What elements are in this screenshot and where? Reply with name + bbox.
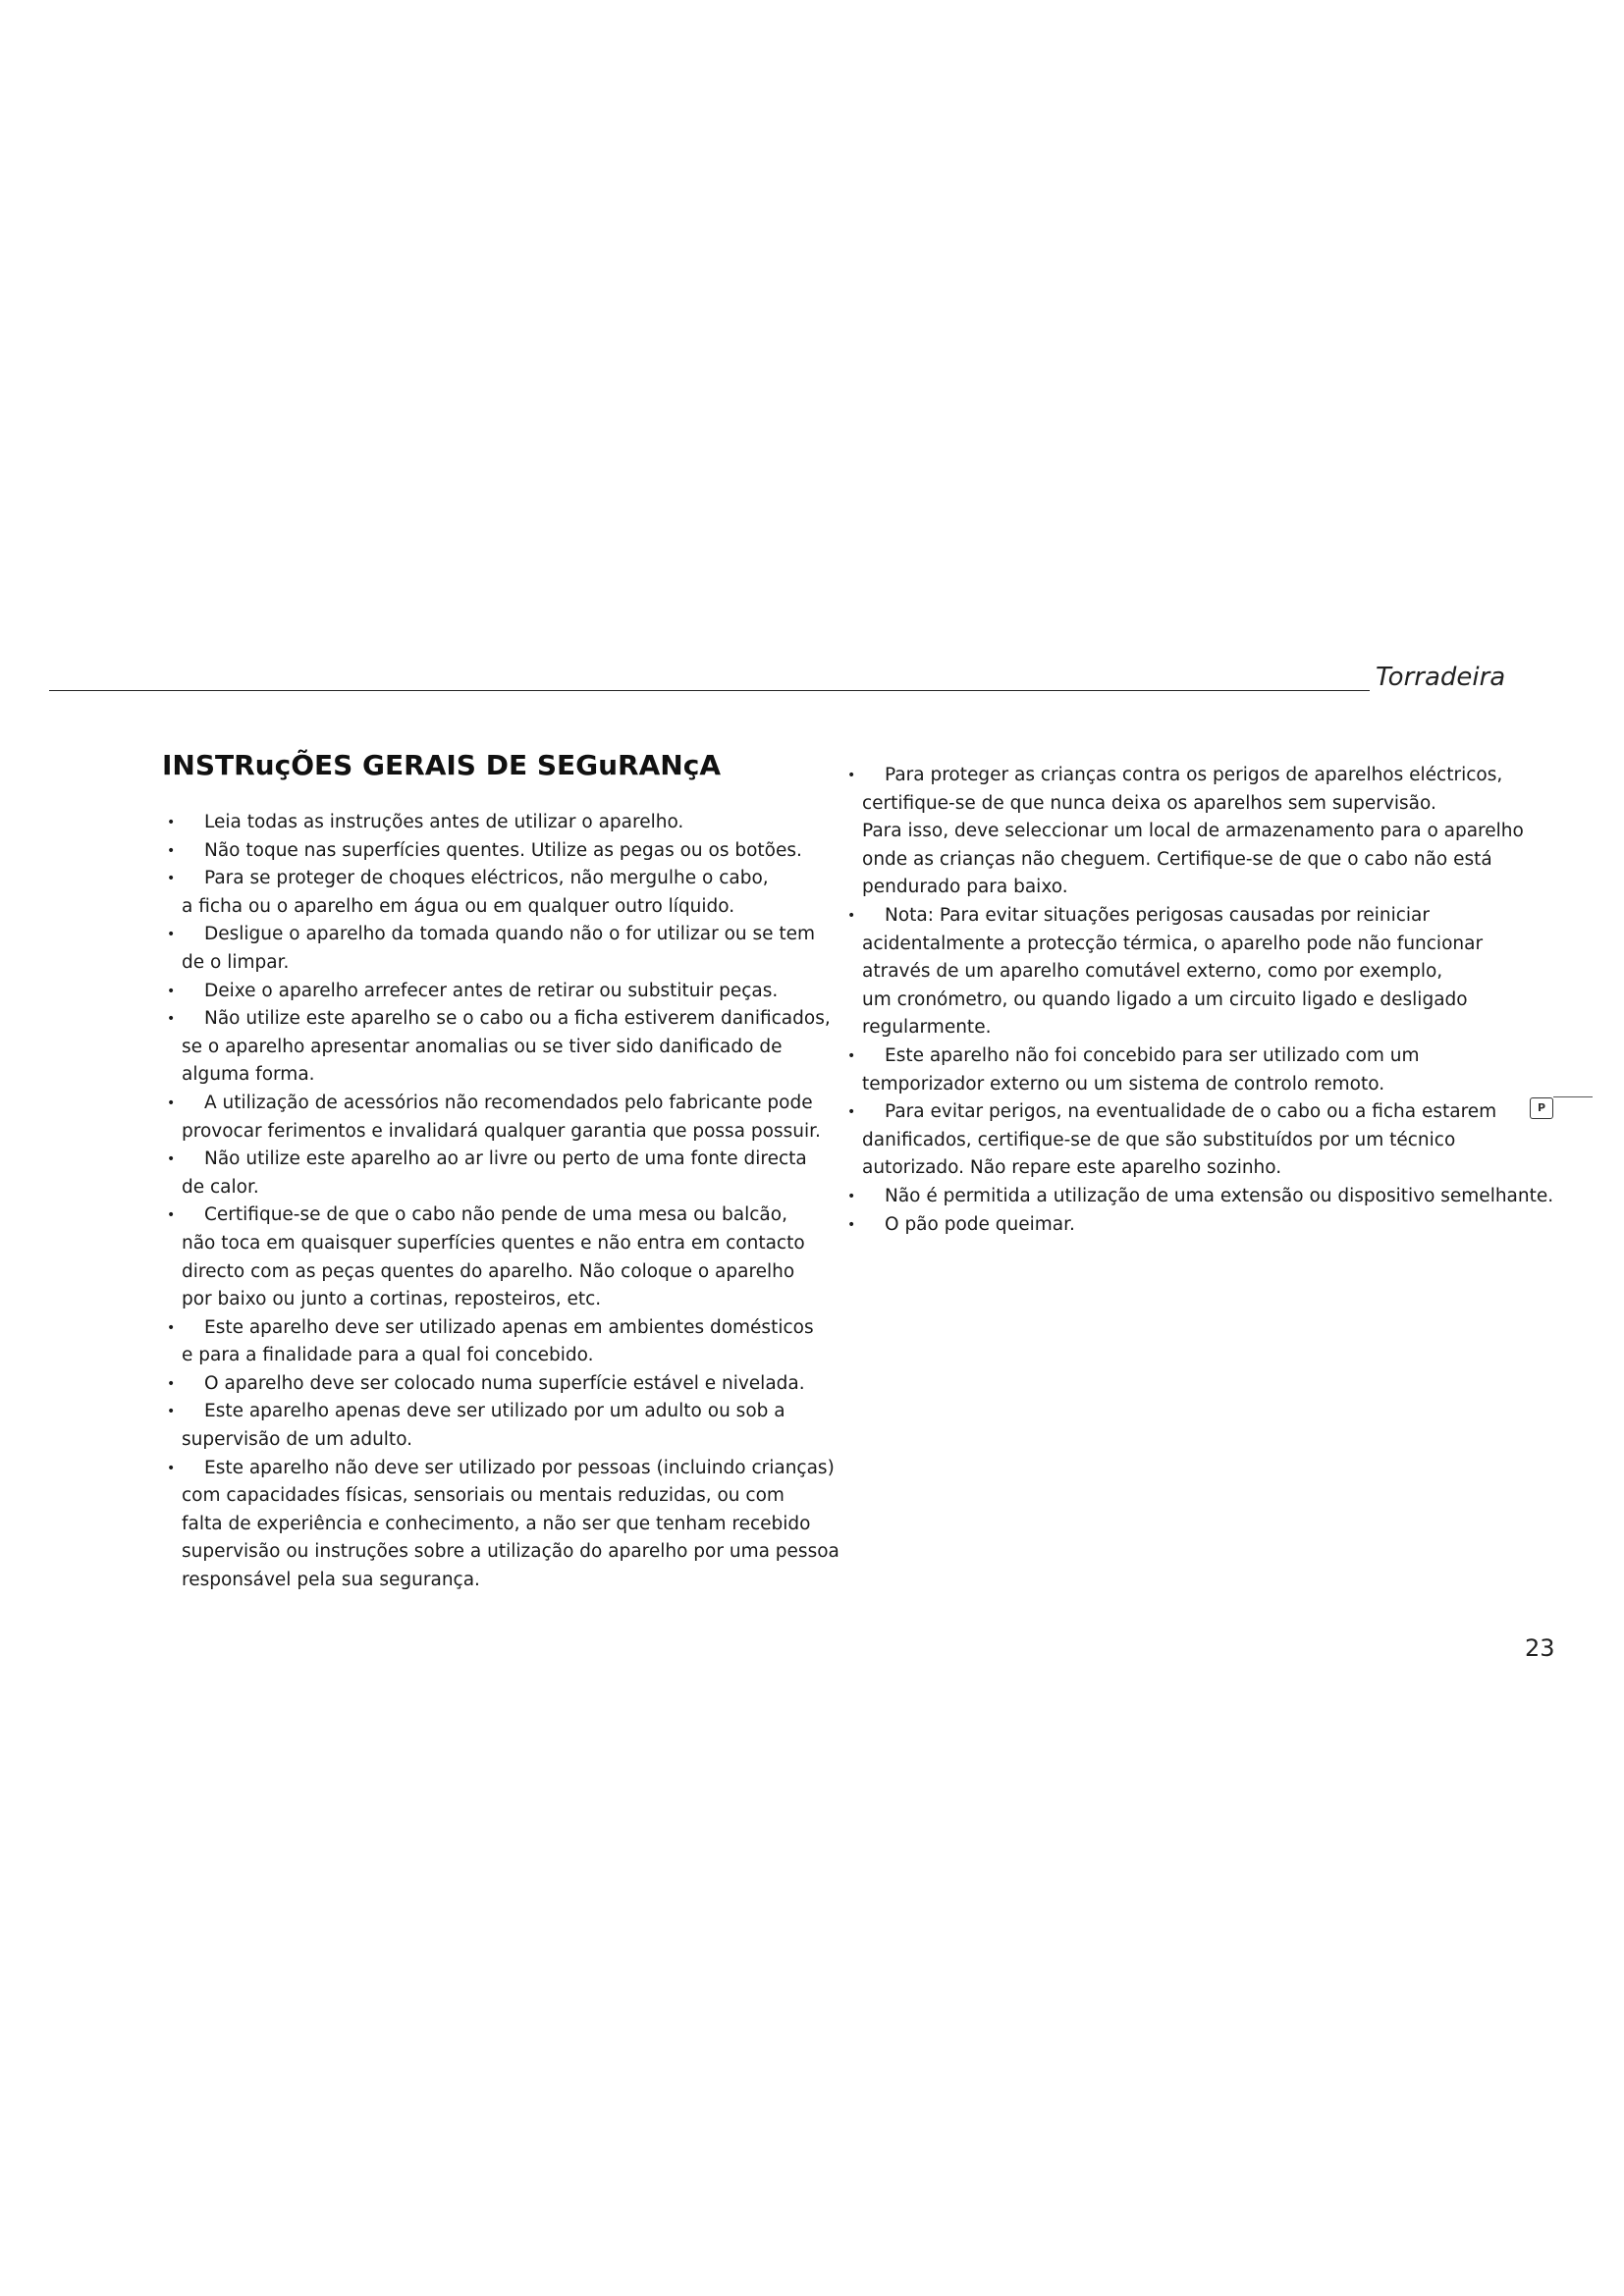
- list-item: [162, 1455, 839, 1595]
- list-item-line: directo com as peças quentes do aparelho. Não coloque o aparelho: [182, 1260, 795, 1282]
- bullet-icon: •: [167, 1151, 176, 1168]
- list-item-line: acidentalmente a protecção térmica, o aparelho pode não funcionar: [862, 933, 1484, 954]
- list-item: [842, 902, 1520, 1042]
- page-number: 23: [1525, 1634, 1555, 1662]
- list-item-line: regularmente.: [862, 1017, 992, 1039]
- list-item-line: temporizador externo ou um sistema de controlo remoto.: [862, 1073, 1385, 1095]
- list-item-line: Não utilize este aparelho ao ar livre ou perto de uma fonte directa: [204, 1148, 807, 1170]
- list-item: [162, 921, 816, 977]
- list-item-line: autorizado. Não repare este aparelho sozinho.: [862, 1157, 1282, 1179]
- list-item-line: onde as crianças não cheguem. Certifique-se de que o cabo não está: [862, 848, 1492, 870]
- bullet-icon: •: [847, 1104, 856, 1121]
- left-column: [162, 746, 839, 1595]
- bullet-icon: •: [167, 1319, 176, 1336]
- list-item-line: Leia todas as instruções antes de utilizar o aparelho.: [204, 812, 684, 832]
- list-item-line: danificados, certifique-se de que são substituídos por um técnico: [862, 1129, 1456, 1150]
- list-item: [162, 1398, 810, 1454]
- list-item-line: responsável pela sua segurança.: [182, 1570, 480, 1591]
- list-item: [162, 809, 810, 837]
- list-item: [842, 1183, 1554, 1211]
- header-title: Torradeira: [1376, 663, 1506, 692]
- left-safety-list: [162, 809, 839, 1595]
- list-item-line: de o limpar.: [182, 951, 290, 973]
- bullet-icon: •: [847, 1188, 856, 1204]
- bullet-icon: •: [167, 1095, 176, 1111]
- list-item-line: através de um aparelho comutável externo, como por exemplo,: [862, 961, 1443, 983]
- list-item-line: Este aparelho não deve ser utilizado por pessoas (incluindo crianças): [204, 1457, 835, 1478]
- list-item: [162, 1146, 810, 1201]
- list-item-line: Desligue o aparelho da tomada quando não o for utilizar ou se tem: [204, 924, 816, 945]
- list-item-line: Para se proteger de choques eléctricos, não mergulhe o cabo,: [204, 868, 769, 889]
- right-column: [842, 762, 1554, 1239]
- list-item-line: Não é permitida a utilização de uma extensão ou dispositivo semelhante.: [885, 1185, 1554, 1206]
- language-tab-icon: P: [1530, 1097, 1553, 1119]
- bullet-icon: •: [847, 1216, 856, 1233]
- right-safety-list: [842, 762, 1554, 1239]
- list-item: [162, 978, 810, 1006]
- list-item-line: Deixe o aparelho arrefecer antes de retirar ou substituir peças.: [204, 980, 779, 1001]
- bullet-icon: •: [847, 907, 856, 924]
- list-item: [162, 1314, 814, 1370]
- list-item: [162, 837, 810, 866]
- bullet-icon: •: [167, 1404, 176, 1420]
- bullet-icon: •: [847, 768, 856, 783]
- list-item-line: Nota: Para evitar situações perigosas causadas por reiniciar: [885, 904, 1430, 926]
- list-item-line: por baixo ou junto a cortinas, reposteiros, etc.: [182, 1289, 602, 1310]
- list-item-line: um cronómetro, ou quando ligado a um circuito ligado e desligado: [862, 988, 1468, 1010]
- list-item: [162, 1370, 810, 1399]
- bullet-icon: •: [167, 842, 176, 859]
- list-item: [842, 1098, 1520, 1183]
- list-item-line: a ficha ou o aparelho em água ou em qualquer outro líquido.: [182, 895, 735, 917]
- bullet-icon: •: [847, 1047, 856, 1064]
- bullet-icon: •: [167, 871, 176, 887]
- bullet-icon: •: [167, 927, 176, 943]
- list-item: [162, 1201, 810, 1313]
- list-item: [842, 762, 1524, 902]
- bullet-icon: •: [167, 1011, 176, 1028]
- list-item-line: se o aparelho apresentar anomalias ou se tiver sido danificado de: [182, 1036, 783, 1057]
- list-item-line: alguma forma.: [182, 1064, 315, 1086]
- list-item-line: falta de experiência e conhecimento, a não ser que tenham recebido: [182, 1513, 811, 1534]
- list-item-line: Para isso, deve seleccionar um local de armazenamento para o aparelho: [862, 821, 1524, 842]
- list-item-line: Este aparelho deve ser utilizado apenas em ambientes domésticos: [204, 1316, 814, 1338]
- list-item-line: Não utilize este aparelho se o cabo ou a ficha estiverem danificados,: [204, 1008, 831, 1030]
- list-item-line: Para proteger as crianças contra os perigos de aparelhos eléctricos,: [885, 765, 1503, 785]
- list-item-line: A utilização de acessórios não recomendados pelo fabricante pode: [204, 1092, 813, 1113]
- bullet-icon: •: [167, 815, 176, 830]
- list-item-line: O pão pode queimar.: [885, 1213, 1075, 1235]
- list-item: [162, 865, 810, 921]
- list-item: [842, 1211, 1520, 1240]
- list-item-line: Este aparelho não foi concebido para ser utilizado com um: [885, 1044, 1420, 1066]
- list-item-line: O aparelho deve ser colocado numa superfície estável e nivelada.: [204, 1372, 805, 1394]
- list-item-line: Este aparelho apenas deve ser utilizado por um adulto ou sob a: [204, 1401, 785, 1422]
- list-item-line: e para a finalidade para a qual foi concebido.: [182, 1345, 594, 1366]
- list-item-line: Não toque nas superfícies quentes. Utilize as pegas ou os botões.: [204, 839, 802, 861]
- list-item-line: de calor.: [182, 1176, 259, 1198]
- list-item-line: pendurado para baixo.: [862, 877, 1068, 898]
- list-item-line: certifique-se de que nunca deixa os aparelhos sem supervisão.: [862, 792, 1436, 814]
- list-item-line: Para evitar perigos, na eventualidade de o cabo ou a ficha estarem: [885, 1101, 1497, 1123]
- section-heading: INSTRuçÕES GERAIS DE SEGuRANçA: [162, 749, 721, 781]
- list-item-line: supervisão ou instruções sobre a utilização do aparelho por uma pessoa: [182, 1541, 839, 1563]
- list-item-line: supervisão de um adulto.: [182, 1429, 413, 1451]
- bullet-icon: •: [167, 1375, 176, 1392]
- list-item-line: com capacidades físicas, sensoriais ou mentais reduzidas, ou com: [182, 1485, 785, 1507]
- list-item-line: provocar ferimentos e invalidará qualquer garantia que possa possuir.: [182, 1120, 821, 1142]
- bullet-icon: •: [167, 1460, 176, 1476]
- language-tab-line: [1553, 1096, 1593, 1097]
- bullet-icon: •: [167, 1207, 176, 1224]
- list-item: [162, 1005, 831, 1090]
- list-item-line: não toca em quaisquer superfícies quentes e não entra em contacto: [182, 1232, 805, 1254]
- list-item: [842, 1042, 1520, 1098]
- bullet-icon: •: [167, 983, 176, 999]
- header-rule: [49, 690, 1370, 691]
- list-item-line: Certifique-se de que o cabo não pende de uma mesa ou balcão,: [204, 1204, 787, 1226]
- list-item: [162, 1090, 821, 1146]
